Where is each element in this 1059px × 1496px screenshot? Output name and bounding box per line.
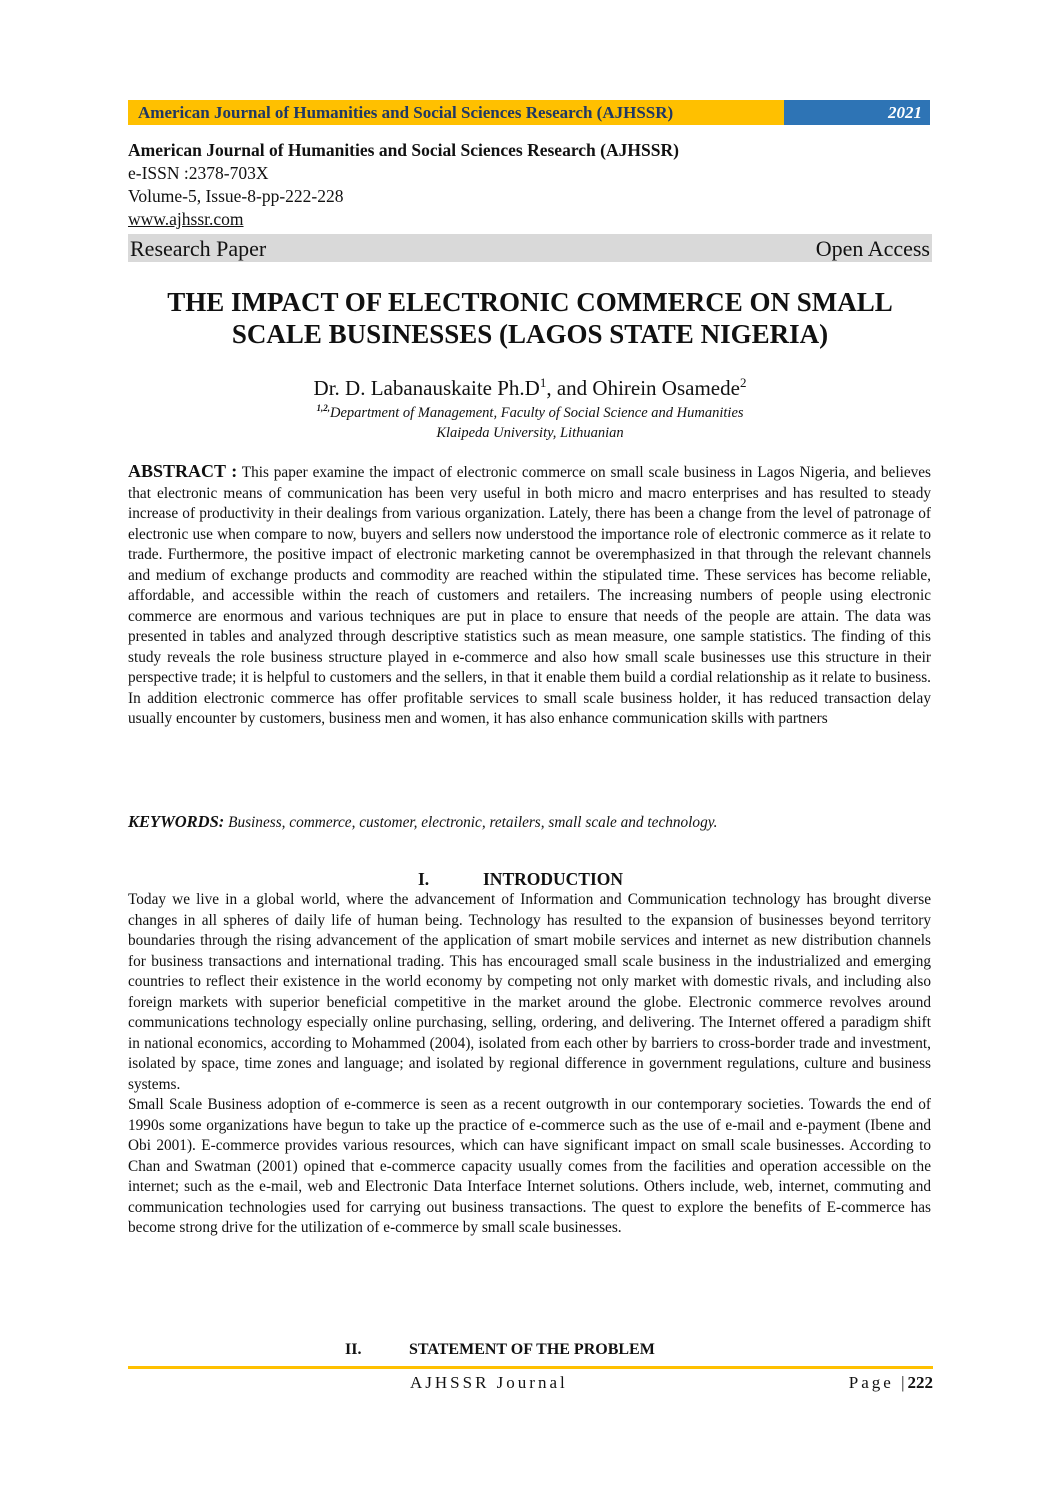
header-year: 2021 bbox=[784, 100, 930, 125]
section-1-title: INTRODUCTION bbox=[483, 869, 624, 889]
affiliation bbox=[100, 398, 960, 443]
author-1: Dr. D. Labanauskaite Ph.D bbox=[313, 376, 540, 400]
introduction-paragraph-2: Small Scale Business adoption of e-commerce is seen as a recent outgrowth in our contemporary societies. Towards the end of 1990s some organizations have begun to take up the practice of e-commerce such as the use of e-mail and e-payment (Ibene and Obi 2001). E-commerce provides various resources, which can have significant impact on small scale businesses. According to Chan and Swatman (2001) opined that e-commerce capacity usually comes from the facilities and operation accessible on the internet; such as the e-mail, web and Electronic Data Interface Internet solutions. Others include, web, internet, commuting and communication technologies used for carrying out business transactions. The quest to explore the benefits of E-commerce has become strong drive for the utilization of e-commerce by small scale businesses. bbox=[128, 1096, 931, 1236]
header-journal-name: American Journal of Humanities and Social Sciences Research (AJHSSR) bbox=[128, 100, 784, 125]
abstract-paragraph bbox=[128, 461, 931, 730]
author-2-sup: 2 bbox=[739, 375, 747, 390]
abstract-label: ABSTRACT : bbox=[128, 461, 238, 481]
paper-type-label: Research Paper bbox=[130, 236, 267, 261]
authors-joiner: , and bbox=[546, 376, 593, 400]
affiliation-line-2: Klaipeda University, Lithuanian bbox=[436, 424, 624, 441]
footer-page-label: Page | bbox=[848, 1373, 908, 1392]
meta-website-link[interactable]: www.ajhssr.com bbox=[128, 209, 244, 229]
access-type-label: Open Access bbox=[815, 236, 930, 261]
author-1-sup: 1 bbox=[539, 375, 547, 390]
paper-title bbox=[100, 286, 960, 350]
paper-title-line-2: SCALE BUSINESSES (LAGOS STATE NIGERIA) bbox=[231, 319, 829, 349]
footer-page-number: 222 bbox=[907, 1373, 933, 1392]
keywords-text: Business, commerce, customer, electronic, retailers, small scale and technology. bbox=[224, 814, 718, 831]
meta-journal-title: American Journal of Humanities and Social Sciences Research (AJHSSR) bbox=[128, 140, 679, 160]
keywords-line bbox=[128, 812, 931, 832]
section-2-number: II. bbox=[345, 1341, 362, 1358]
journal-header-bar bbox=[128, 100, 930, 125]
introduction-body bbox=[128, 890, 931, 1239]
abstract-text: This paper examine the impact of electronic commerce on small scale business in Lagos Nigeria, and believes that electronic means of communication has been very useful in both micro and macro enterprises and has resulted to steady increase of productivity in their dealings from various organization. Lately, there has been a change from the level of patronage of electronic use when compare to now, buyers and sellers now understood the importance role of electronic commerce as it relate to trade. Furthermore, the positive impact of electronic marketing cannot be overemphasized in that through the relevant channels and medium of exchange products and commodity are reached within the stipulated time. These services has become reliable, affordable, and accessible within the reach of customers and retailers. The increasing numbers of people using electronic commerce are enormous and various techniques are put in place to ensure that needs of the people are attain. The data was presented in tables and analyzed through descriptive statistics such as mean measure, one sample statistics. The finding of this study reveals the role business structure played in e-commerce and also how small scale businesses use this structure in their perspective trade; it is helpful to customers and the sellers, in that it enable them build a cordial relationship as it relate to business. In addition electronic commerce has offer profitable services to small scale business holder, it has reduced transaction delay usually encounter by customers, business men and women, it has also enhance communication skills with partners bbox=[128, 464, 932, 727]
footer-divider bbox=[128, 1366, 933, 1369]
affiliation-line-1: Department of Management, Faculty of Social Science and Humanities bbox=[329, 404, 744, 421]
section-2-title: STATEMENT OF THE PROBLEM bbox=[409, 1341, 655, 1358]
footer-page bbox=[849, 1373, 933, 1393]
introduction-paragraph-1: Today we live in a global world, where the advancement of Information and Communication technology has brought diverse changes in all spheres of daily life of human being. Technology has resulted to the expansion of businesses beyond territory boundaries through the rising advancement of the application of smart mobile services and internet as new distribution channels for business transactions and international trading. This has encouraged small scale business in the industrialized and emerging countries to reflect their existence in the world economy by competing not only market with domestic rivals, and including also foreign markets with superior beneficial competitive in the market around the globe. Electronic commerce revolves around communications technology especially online purchasing, selling, ordering, and delivering. The Internet offered a paradigm shift in national economics, according to Mohammed (2004), isolated from each other by barriers to cross-border trade and investment, isolated by space, time zones and language; and isolated by regional difference in government regulations, culture and business systems. bbox=[128, 891, 931, 1093]
paper-title-line-1: THE IMPACT OF ELECTRONIC COMMERCE ON SMALL bbox=[167, 287, 893, 317]
keywords-label: KEYWORDS: bbox=[128, 812, 225, 831]
journal-meta-block bbox=[128, 139, 679, 231]
meta-issn: e-ISSN :2378-703X bbox=[128, 163, 269, 183]
author-2: Ohirein Osamede bbox=[592, 376, 740, 400]
affiliation-sup: 1,2, bbox=[316, 403, 330, 413]
section-1-number: I. bbox=[418, 869, 430, 889]
paper-type-bar bbox=[128, 234, 932, 262]
footer-journal: AJHSSR Journal bbox=[410, 1373, 568, 1392]
meta-volume: Volume-5, Issue-8-pp-222-228 bbox=[128, 186, 344, 206]
authors-line bbox=[100, 370, 960, 401]
